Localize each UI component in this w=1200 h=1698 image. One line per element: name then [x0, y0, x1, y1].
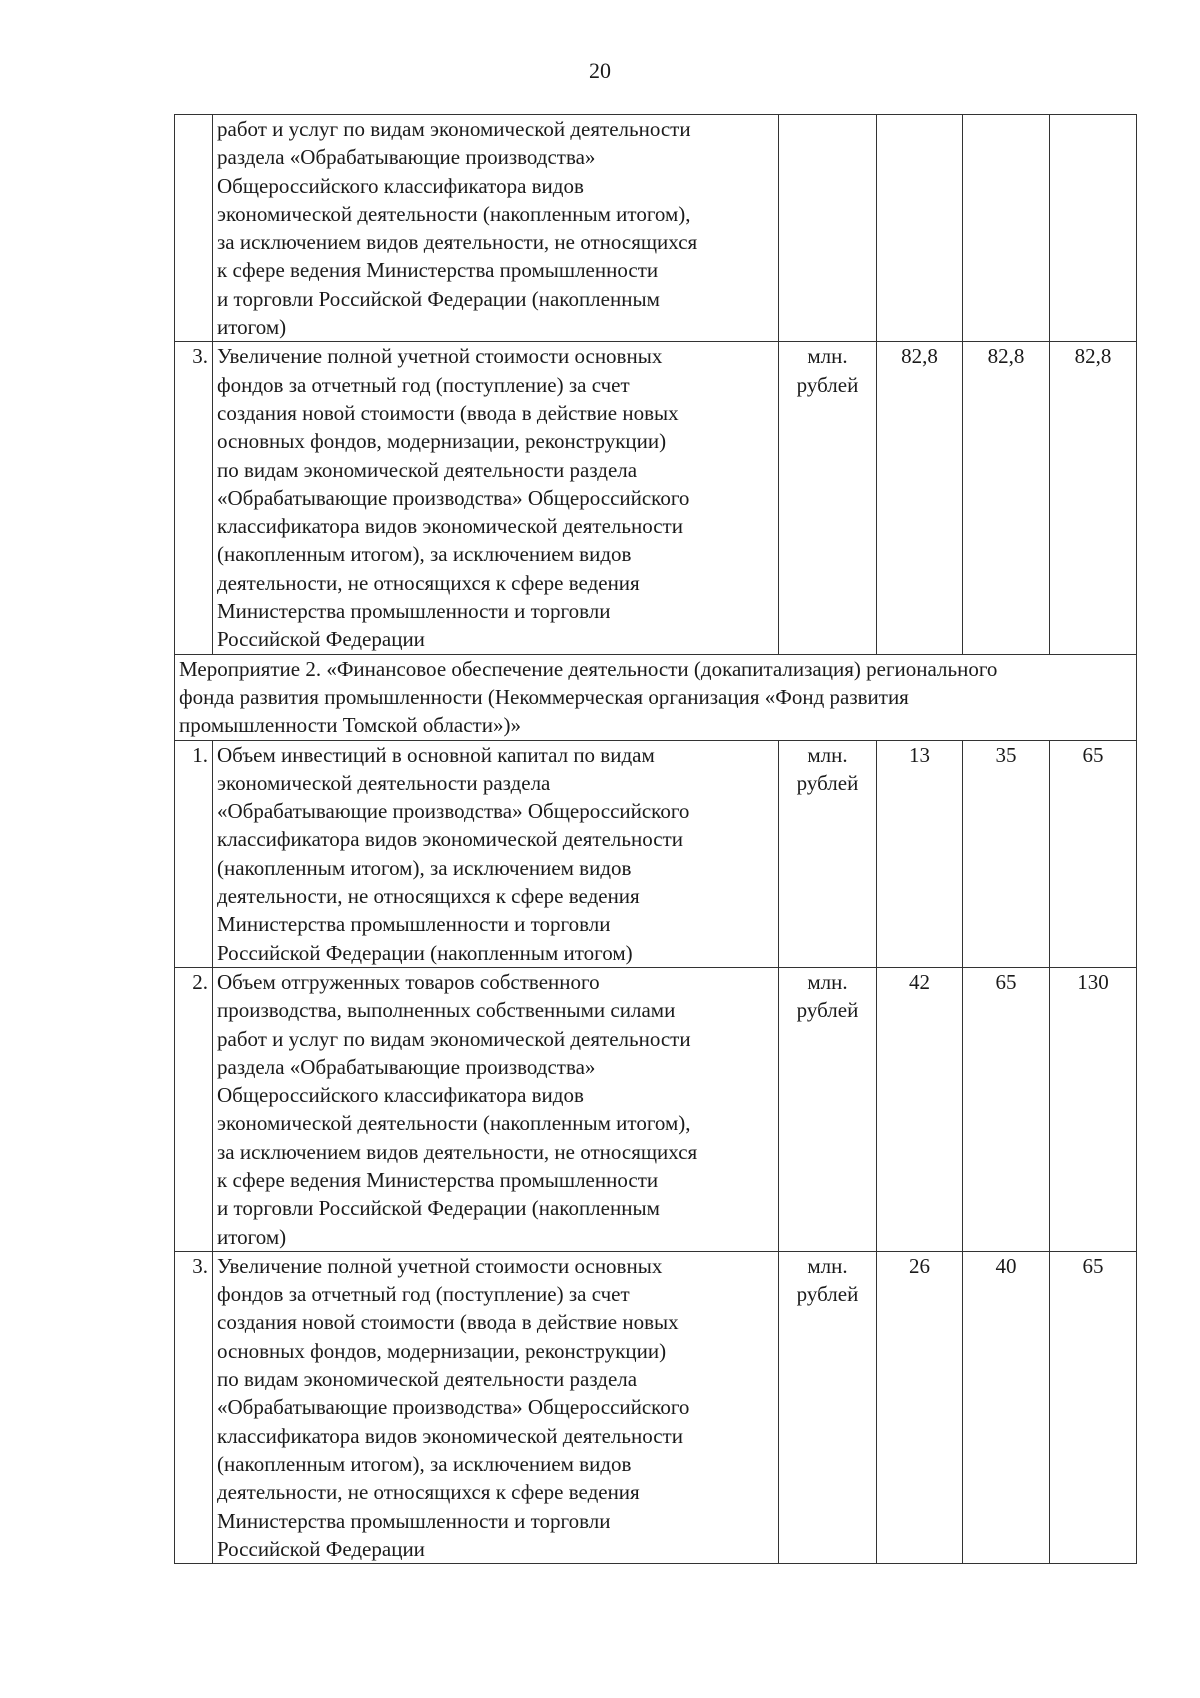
- indicator-name-line: и торговли Российской Федерации (накопленным: [217, 286, 660, 311]
- value-year-2: 82,8: [963, 342, 1050, 654]
- indicator-name-line: работ и услуг по видам экономической деятельности: [217, 117, 691, 141]
- indicator-name-line: Министерства промышленности и торговли: [217, 1508, 611, 1533]
- unit-line: рублей: [796, 1282, 859, 1307]
- table-row: [175, 1251, 1137, 1563]
- indicator-name-line: работ и услуг по видам экономической деятельности: [217, 1026, 691, 1051]
- indicator-name-line: деятельности, не относящихся к сфере ведения: [217, 1480, 640, 1505]
- unit-of-measure: [779, 1251, 877, 1563]
- indicator-name: [213, 342, 779, 654]
- indicator-name-line: экономической деятельности (накопленным итогом),: [217, 201, 691, 226]
- indicator-name-line: Увеличение полной учетной стоимости основных: [217, 344, 663, 369]
- table-row: [175, 115, 1137, 342]
- indicator-name-line: Российской Федерации (накопленным итогом): [217, 940, 633, 965]
- indicator-table: [174, 114, 1137, 1564]
- table-body-after-section: [175, 740, 1137, 1564]
- indicator-name-line: Объем инвестиций в основной капитал по видам: [217, 742, 655, 767]
- indicator-name-line: основных фондов, модернизации, реконструкции): [217, 1338, 667, 1363]
- value-year-3: 65: [1050, 740, 1137, 967]
- section-line: Мероприятие 2. «Финансовое обеспечение деятельности (докапитализация) регионального: [179, 656, 998, 681]
- unit-line: млн.: [807, 969, 848, 994]
- indicator-name-line: фондов за отчетный год (поступление) за счет: [217, 1282, 630, 1307]
- row-number: 1.: [175, 740, 213, 967]
- indicator-name-line: Общероссийского классификатора видов: [217, 1083, 584, 1108]
- value-year-2: 40: [963, 1251, 1050, 1563]
- indicator-name-line: Объем отгруженных товаров собственного: [217, 969, 600, 994]
- indicator-name-line: Министерства промышленности и торговли: [217, 599, 611, 624]
- indicator-name-line: создания новой стоимости (ввода в действие новых: [217, 400, 679, 425]
- indicator-name-line: раздела «Обрабатывающие производства»: [217, 1054, 596, 1079]
- indicator-name-line: экономической деятельности (накопленным итогом),: [217, 1111, 691, 1136]
- table-row: [175, 342, 1137, 654]
- table-row: [175, 740, 1137, 967]
- value-year-3: 65: [1050, 1251, 1137, 1563]
- indicator-name-line: за исключением видов деятельности, не относящихся: [217, 1139, 698, 1164]
- table-row: [175, 967, 1137, 1251]
- indicator-name-line: к сфере ведения Министерства промышленности: [217, 1167, 659, 1192]
- unit-line: млн.: [807, 1253, 848, 1278]
- value-year-3: [1050, 115, 1137, 342]
- value-year-1: [877, 115, 963, 342]
- indicator-name-line: Увеличение полной учетной стоимости основных: [217, 1253, 663, 1278]
- indicator-name-line: к сфере ведения Министерства промышленности: [217, 258, 659, 283]
- indicator-name-line: экономической деятельности раздела: [217, 770, 551, 795]
- indicator-name-line: создания новой стоимости (ввода в действие новых: [217, 1310, 679, 1335]
- indicator-name-line: основных фондов, модернизации, реконструкции): [217, 429, 667, 454]
- indicator-name: [213, 115, 779, 342]
- indicator-name-line: «Обрабатывающие производства» Общероссийского: [217, 1395, 690, 1420]
- unit-of-measure: [779, 342, 877, 654]
- indicator-name-line: итогом): [217, 315, 287, 340]
- indicator-name: [213, 740, 779, 967]
- indicator-name-line: Общероссийского классификатора видов: [217, 173, 584, 198]
- value-year-3: 82,8: [1050, 342, 1137, 654]
- value-year-2: [963, 115, 1050, 342]
- indicator-name-line: Российской Федерации: [217, 627, 425, 652]
- indicator-name-line: Министерства промышленности и торговли: [217, 912, 611, 937]
- indicator-name-line: за исключением видов деятельности, не относящихся: [217, 230, 698, 255]
- indicator-name-line: «Обрабатывающие производства» Общероссийского: [217, 485, 690, 510]
- indicator-name-line: по видам экономической деятельности раздела: [217, 457, 638, 482]
- row-number: [175, 115, 213, 342]
- indicator-name-line: Российской Федерации: [217, 1536, 425, 1561]
- unit-line: рублей: [796, 770, 859, 795]
- section-line: промышленности Томской области»)»: [179, 713, 521, 738]
- indicator-name-line: классификатора видов экономической деятельности: [217, 514, 683, 539]
- value-year-1: 26: [877, 1251, 963, 1563]
- value-year-1: 42: [877, 967, 963, 1251]
- indicator-name-line: деятельности, не относящихся к сфере ведения: [217, 570, 640, 595]
- indicator-name: [213, 1251, 779, 1563]
- indicator-name-line: «Обрабатывающие производства» Общероссийского: [217, 799, 690, 824]
- unit-line: рублей: [796, 372, 859, 397]
- indicator-name-line: (накопленным итогом), за исключением видов: [217, 855, 632, 880]
- indicator-name-line: (накопленным итогом), за исключением видов: [217, 1451, 632, 1476]
- section-cell: [175, 654, 1137, 740]
- table-body-before-section: [175, 115, 1137, 655]
- page-number: 20: [589, 58, 611, 83]
- indicator-name-line: по видам экономической деятельности раздела: [217, 1367, 638, 1392]
- indicator-name-line: классификатора видов экономической деятельности: [217, 827, 683, 852]
- row-number: 3.: [175, 1251, 213, 1563]
- indicator-name-line: производства, выполненных собственными силами: [217, 998, 676, 1023]
- indicator-name-line: (накопленным итогом), за исключением видов: [217, 542, 632, 567]
- indicator-name: [213, 967, 779, 1251]
- indicator-name-line: раздела «Обрабатывающие производства»: [217, 145, 596, 170]
- section-row-group: [175, 654, 1137, 740]
- unit-of-measure: [779, 115, 877, 342]
- value-year-2: 35: [963, 740, 1050, 967]
- unit-of-measure: [779, 967, 877, 1251]
- value-year-2: 65: [963, 967, 1050, 1251]
- section-line: фонда развития промышленности (Некоммерческая организация «Фонд развития: [179, 684, 909, 709]
- unit-line: рублей: [796, 998, 859, 1023]
- unit-line: млн.: [807, 742, 848, 767]
- value-year-1: 82,8: [877, 342, 963, 654]
- indicator-name-line: и торговли Российской Федерации (накопленным: [217, 1196, 660, 1221]
- row-number: 3.: [175, 342, 213, 654]
- indicator-name-line: фондов за отчетный год (поступление) за счет: [217, 372, 630, 397]
- value-year-3: 130: [1050, 967, 1137, 1251]
- indicator-name-line: итогом): [217, 1224, 287, 1249]
- unit-line: млн.: [807, 344, 848, 369]
- unit-of-measure: [779, 740, 877, 967]
- indicator-name-line: деятельности, не относящихся к сфере ведения: [217, 884, 640, 909]
- indicator-name-line: классификатора видов экономической деятельности: [217, 1423, 683, 1448]
- value-year-1: 13: [877, 740, 963, 967]
- section-row: [175, 654, 1137, 740]
- row-number: 2.: [175, 967, 213, 1251]
